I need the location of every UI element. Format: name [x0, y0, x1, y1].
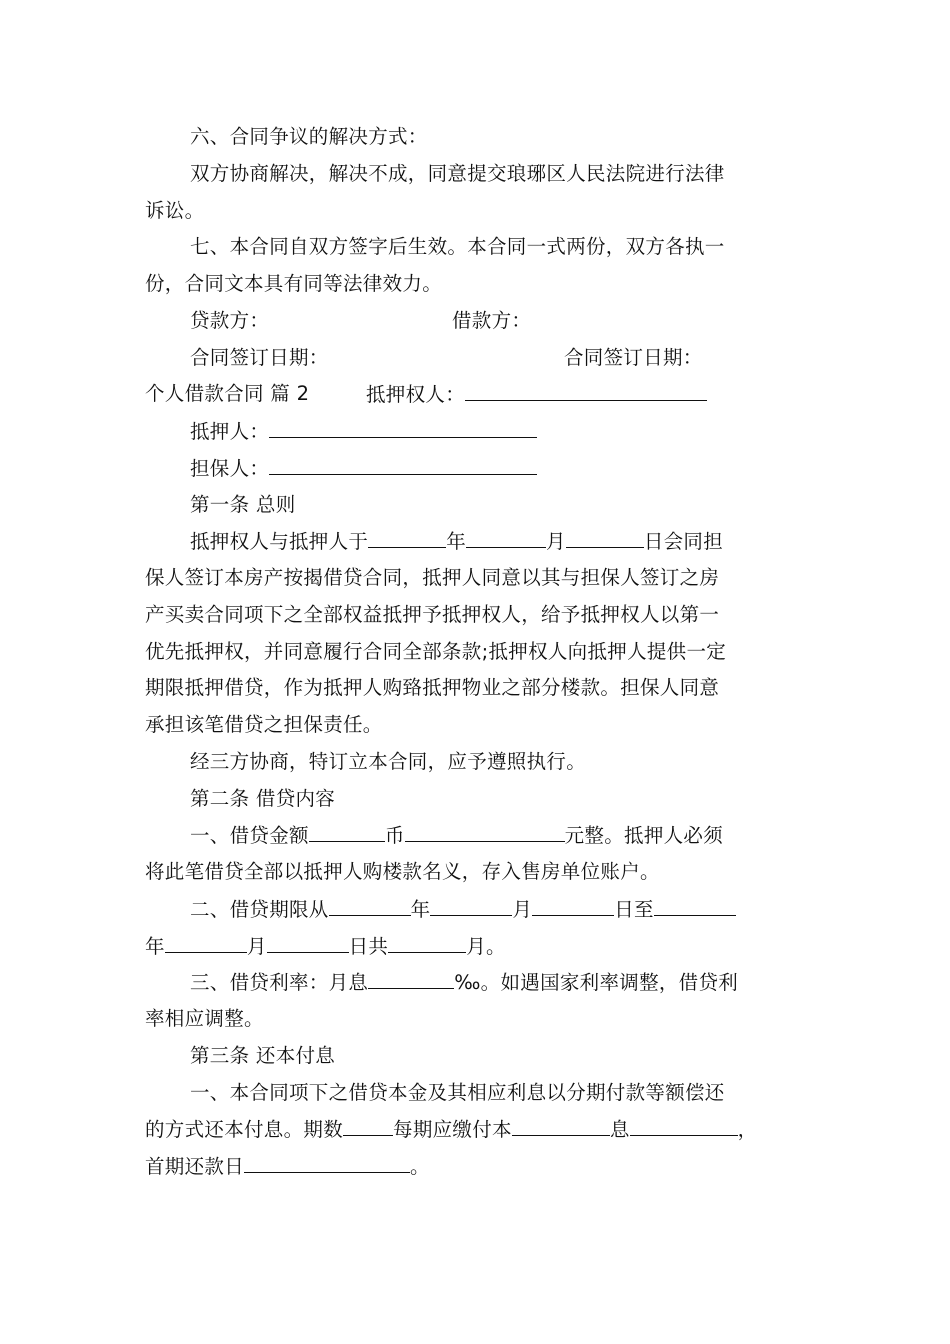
paragraph-line: 抵押权人与抵押人于 年 月 日会同担: [190, 530, 724, 553]
paragraph-line: 保人签订本房产按揭借贷合同，抵押人同意以其与担保人签订之房: [145, 566, 720, 589]
lender-label: 贷款方：: [190, 309, 270, 332]
paragraph-line: 份，合同文本具有同等法律效力。: [145, 272, 443, 295]
article-one-heading: 第一条 总则: [190, 493, 296, 516]
paragraph-line: 优先抵押权，并同意履行合同全部条款;抵押权人向抵押人提供一定: [145, 640, 727, 663]
total-months-blank: [388, 934, 466, 953]
paragraph-line: 率相应调整。: [145, 1007, 264, 1030]
interest-rate-blank: [368, 970, 454, 989]
sign-date-label-right: 合同签订日期：: [564, 346, 703, 369]
amount-blank: [405, 823, 565, 842]
paragraph-line: 双方协商解决，解决不成，同意提交琅琊区人民法院进行法律: [190, 162, 725, 185]
section-six-heading: 六、合同争议的解决方式：: [190, 125, 428, 148]
mortgagor-blank: [269, 419, 537, 438]
sign-date-label-left: 合同签订日期：: [190, 346, 329, 369]
paragraph-line: 诉讼。: [145, 199, 205, 222]
start-month-blank: [430, 897, 512, 916]
borrower-label: 借款方：: [452, 309, 532, 332]
end-day-blank: [267, 934, 349, 953]
article-three-heading: 第三条 还本付息: [190, 1044, 336, 1067]
article-two-heading: 第二条 借贷内容: [190, 787, 336, 810]
paragraph-line: 的方式还本付息。期数 每期应缴付本 息 ，: [145, 1118, 758, 1141]
paragraph-line: 一、本合同项下之借贷本金及其相应利息以分期付款等额偿还: [190, 1081, 725, 1104]
interest-blank: [630, 1117, 738, 1136]
start-year-blank: [329, 897, 411, 916]
end-year-blank: [654, 897, 736, 916]
paragraph-line: 承担该笔借贷之担保责任。: [145, 713, 383, 736]
year-blank: [368, 529, 446, 548]
paragraph-line: 首期还款日 。: [145, 1155, 430, 1178]
principal-blank: [512, 1117, 610, 1136]
mortgagor-field: [190, 419, 537, 444]
guarantor-blank: [269, 456, 537, 475]
guarantor-label: 担保人：: [190, 457, 270, 480]
first-payment-date-blank: [244, 1154, 410, 1173]
currency-blank: [309, 823, 385, 842]
mortgagee-field: [366, 382, 707, 407]
month-blank: [466, 529, 546, 548]
paragraph-line: 一、借贷金额 币 元整。抵押人必须: [190, 824, 724, 847]
mortgagee-blank: [465, 382, 707, 401]
end-month-blank: [165, 934, 247, 953]
day-blank: [566, 529, 644, 548]
paragraph-line: 经三方协商，特订立本合同，应予遵照执行。: [190, 750, 587, 773]
installments-blank: [343, 1117, 393, 1136]
mortgagor-label: 抵押人：: [190, 420, 270, 443]
start-day-blank: [532, 897, 614, 916]
contract-title: 个人借款合同 篇 2: [145, 382, 310, 405]
paragraph-line: 产买卖合同项下之全部权益抵押予抵押权人，给予抵押权人以第一: [145, 603, 720, 626]
paragraph-line: 期限抵押借贷，作为抵押人购臵抵押物业之部分楼款。担保人同意: [145, 676, 720, 699]
paragraph-line: 将此笔借贷全部以抵押人购楼款名义，存入售房单位账户。: [145, 860, 660, 883]
guarantor-field: [190, 456, 537, 481]
paragraph-line: 年 月 日共 月。: [145, 935, 506, 958]
mortgagee-label: 抵押权人：: [366, 383, 466, 406]
paragraph-line: 二、借贷期限从 年 月 日至: [190, 897, 736, 922]
paragraph-line: 三、借贷利率：月息 ‰。如遇国家利率调整，借贷利: [190, 971, 739, 994]
section-seven-line: 七、本合同自双方签字后生效。本合同一式两份，双方各执一: [190, 235, 725, 258]
